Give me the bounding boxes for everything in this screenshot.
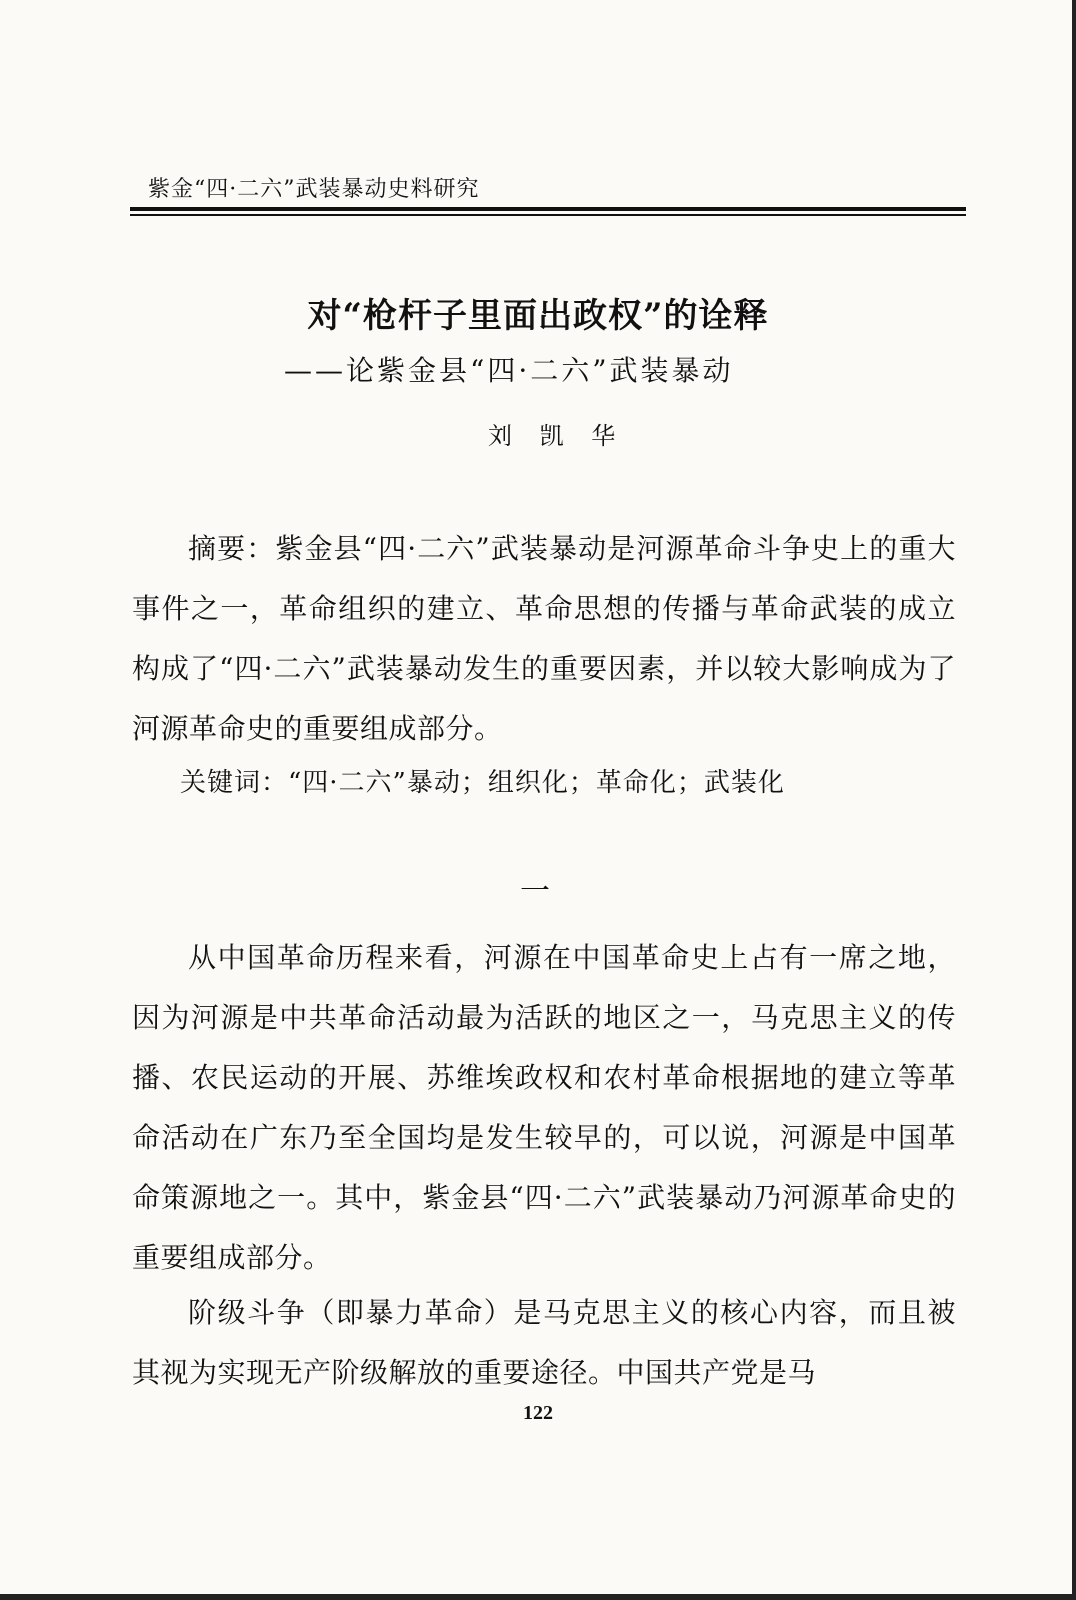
page-number: 122 [523,1402,553,1424]
running-header: 紫金“四·二六”武装暴动史料研究 [148,177,480,202]
header-rule-thick [130,207,966,211]
section-number: 一 [520,874,550,909]
article-author: 刘 凯 华 [488,422,626,450]
body-paragraph-1: 从中国革命历程来看，河源在中国革命史上占有一席之地，因为河源是中共革命活动最为活跃的地区之一，马克思主义的传播、农民运动的开展、苏维埃政权和农村革命根据地的建立等革命活动在广东乃至全国均是发生较早的，可以说，河源是中国革命策源地之一。其中，紫金县“四·二六”武装暴动乃河源革命史的重要组成部分。 [132,941,956,1274]
header-rule-thin [130,214,966,216]
body-paragraph-2: 阶级斗争（即暴力革命）是马克思主义的核心内容，而且被其视为实现无产阶级解放的重要途径。中国共产党是马 [132,1296,956,1389]
keywords-line: 关键词：“四·二六”暴动；组织化；革命化；武装化 [180,768,785,798]
abstract-paragraph: 摘要：紫金县“四·二六”武装暴动是河源革命斗争史上的重大事件之一，革命组织的建立、革命思想的传播与革命武装的成立构成了“四·二六”武装暴动发生的重要因素，并以较大影响成为了河源革命史的重要组成部分。 [132,532,956,745]
article-title: 对“枪杆子里面出政权”的诠释 [307,296,769,336]
scan-edge-right [1072,0,1076,1600]
article-subtitle: ——论紫金县“四·二六”武装暴动 [284,354,734,387]
scan-edge-bottom [0,1594,1076,1600]
